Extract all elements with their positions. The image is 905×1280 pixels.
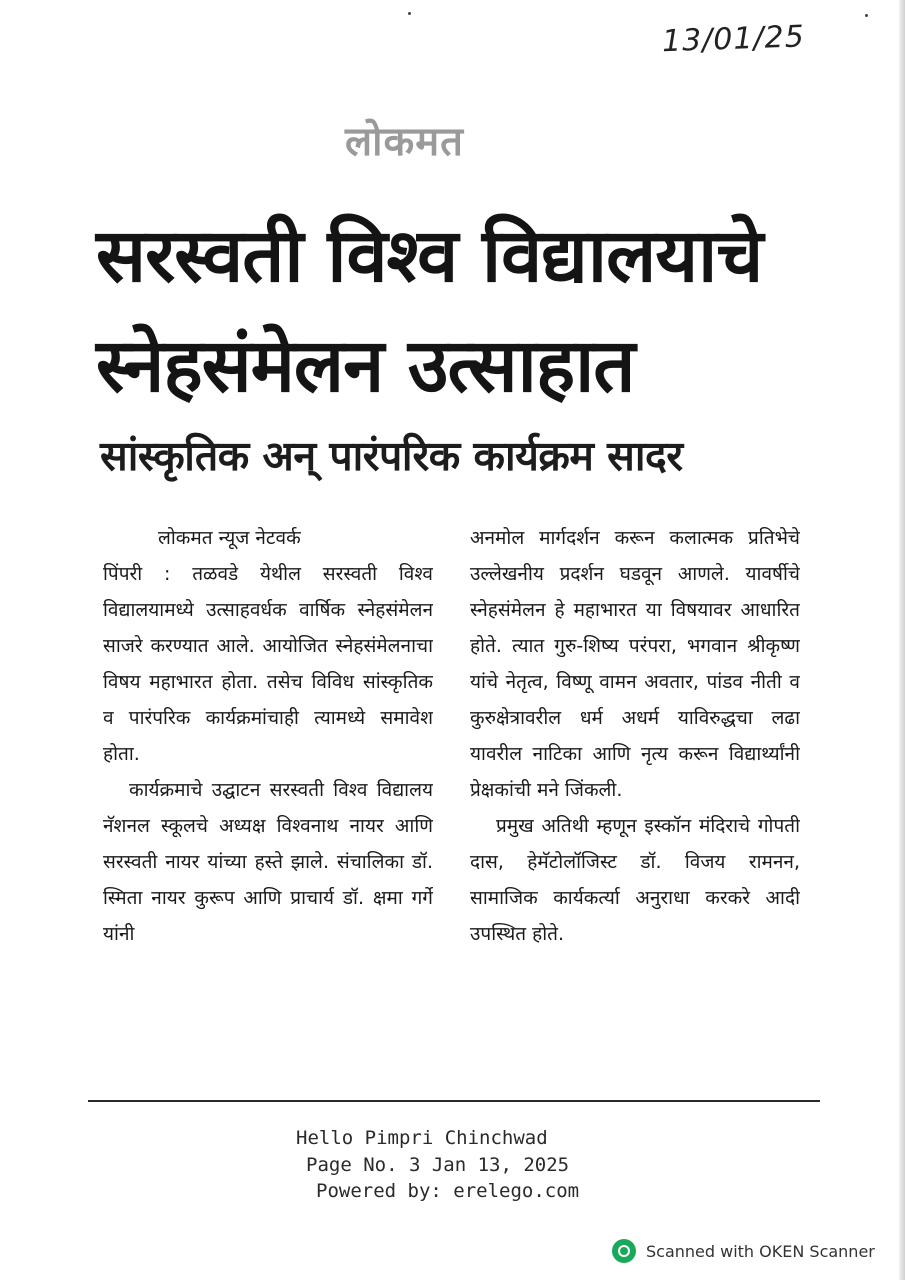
scanner-watermark-text: Scanned with OKEN Scanner xyxy=(646,1241,875,1261)
article-paragraph-3: अनमोल मार्गदर्शन करून कलात्मक प्रतिभेचे उल्लेखनीय प्रदर्शन घडवून आणले. यावर्षीचे स्नेहसंमेलन हे महाभारत या विषयावर आधारित होते. त्यात गुरु-शिष्य परंपरा, भगवान श्रीकृष्ण यांचे नेतृत्व, विष्णू वामन अवतार, पांडव नीती व कुरुक्षेत्रावरील धर्म अधर्म याविरुद्धचा लढा यावरील नाटिका आणि नृत्य करून विद्यार्थ्यांनी प्रेक्षकांची मने जिंकली. xyxy=(470,527,800,801)
subheadline: सांस्कृतिक अन् पारंपरिक कार्यक्रम सादर xyxy=(100,432,683,480)
scanner-watermark xyxy=(612,1237,875,1265)
article-column-left xyxy=(103,520,433,1090)
article-paragraph-4: प्रमुख अतिथी म्हणून इस्कॉन मंदिराचे गोपती दास, हेमॅटोलॉजिस्ट डॉ. विजय रामनन, सामाजिक कार्यकर्त्या अनुराधा करकरे आदी उपस्थित होते. xyxy=(470,815,800,945)
headline-line-1: सरस्वती विश्व विद्यालयाचे xyxy=(96,213,763,299)
article-paragraph-2: कार्यक्रमाचे उद्घाटन सरस्वती विश्व विद्यालय नॅशनल स्कूलचे अध्यक्ष विश्वनाथ नायर आणि सरस्वती नायर यांच्या हस्ते झाले. संचालिका डॉ. स्मिता नायर कुरूप आणि प्राचार्य डॉ. क्षमा गर्गे यांनी xyxy=(103,779,433,945)
handwritten-date: 13/01/25 xyxy=(661,19,806,60)
article-column-right xyxy=(470,520,800,1090)
footer-source: Hello Pimpri Chinchwad xyxy=(296,1127,548,1149)
scan-edge-shadow xyxy=(899,0,905,1280)
byline: लोकमत न्यूज नेटवर्क xyxy=(158,527,301,549)
oken-scanner-icon xyxy=(612,1239,636,1263)
footer-powered-by: Powered by: erelego.com xyxy=(316,1180,580,1202)
footer-page-date: Page No. 3 Jan 13, 2025 xyxy=(306,1154,570,1176)
headline-line-2: स्नेहसंमेलन उत्साहात xyxy=(96,323,635,409)
scan-speck xyxy=(408,12,411,15)
newspaper-logo: लोकमत xyxy=(345,118,464,165)
footer-divider xyxy=(88,1100,820,1102)
scan-speck xyxy=(865,14,868,17)
article-paragraph-1: पिंपरी : तळवडे येथील सरस्वती विश्व विद्यालयामध्ये उत्साहवर्धक वार्षिक स्नेहसंमेलन साजरे करण्यात आले. आयोजित स्नेहसंमेलनाचा विषय महाभारत होता. तसेच विविध सांस्कृतिक व पारंपरिक कार्यक्रमांचाही त्यामध्ये समावेश होता. xyxy=(103,563,433,765)
